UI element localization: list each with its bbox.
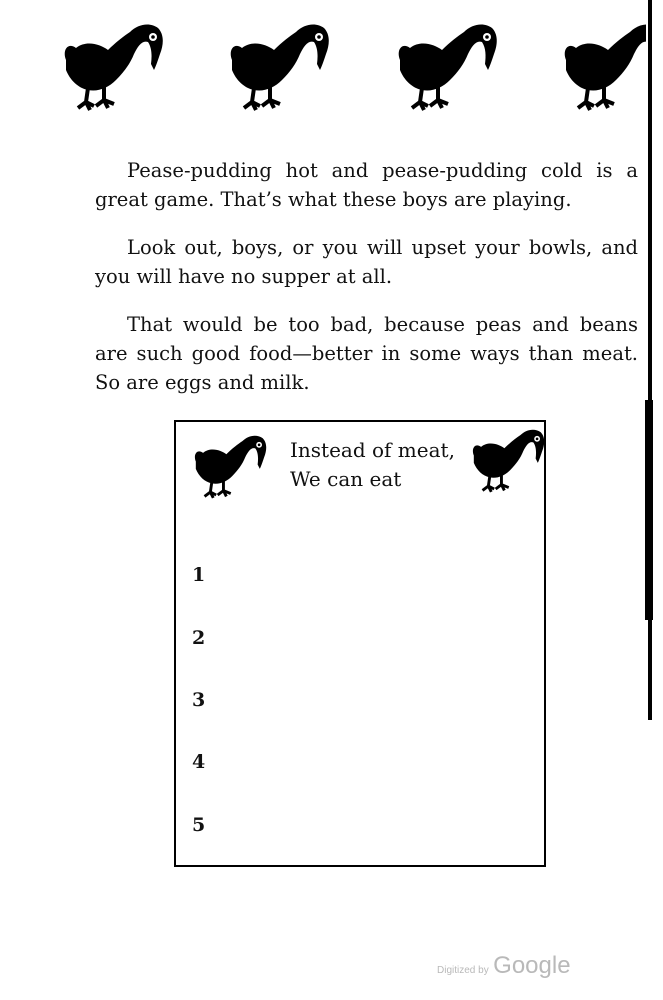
digitized-watermark <box>437 952 571 980</box>
goose-silhouette-icon <box>468 426 548 496</box>
goose-header-row <box>58 20 658 120</box>
paragraph-text: That would be too bad, because peas and beans are such good food—better in some ways than meat. So are eggs and milk. <box>95 313 638 394</box>
instead-of-meat-box <box>174 420 546 867</box>
goose-silhouette-icon <box>392 20 502 115</box>
goose-silhouette-icon <box>558 20 646 115</box>
google-logo: Google <box>493 952 571 979</box>
box-title-line-1: Instead of meat, <box>290 438 455 462</box>
goose-silhouette-icon <box>58 20 168 115</box>
box-title <box>290 436 455 494</box>
paragraph-peas-and-beans <box>95 310 638 397</box>
list-number: 4 <box>192 751 206 773</box>
goose-silhouette-icon <box>190 432 270 502</box>
paragraph-text: Look out, boys, or you will upset your bowls, and you will have no supper at all. <box>95 236 638 288</box>
page-edge-shadow-thick <box>645 400 653 620</box>
digitized-label: Digitized by <box>437 965 489 976</box>
list-number: 5 <box>192 814 206 836</box>
paragraph-pease-pudding <box>95 156 638 214</box>
paragraph-look-out <box>95 233 638 291</box>
list-number: 1 <box>192 564 206 586</box>
goose-silhouette-icon <box>224 20 334 115</box>
list-number: 3 <box>192 689 206 711</box>
paragraph-text: Pease-pudding hot and pease-pudding cold is a great game. That’s what these boys are playing. <box>95 159 638 211</box>
box-title-line-2: We can eat <box>290 467 402 491</box>
list-number: 2 <box>192 627 206 649</box>
